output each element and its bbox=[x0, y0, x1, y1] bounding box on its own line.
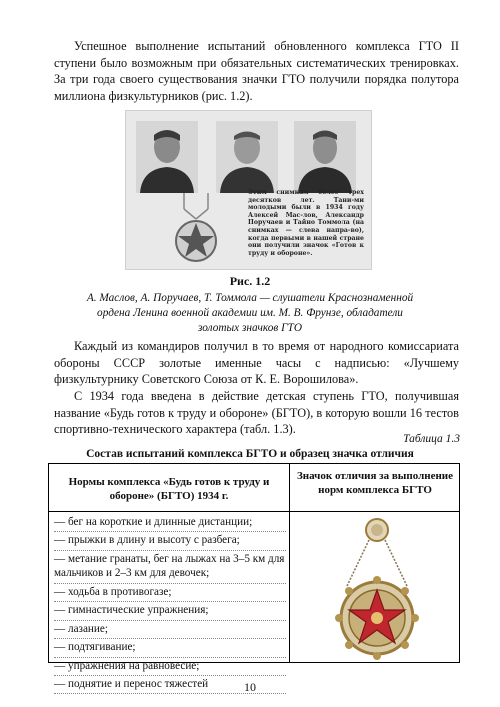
portrait-maslov bbox=[136, 121, 198, 193]
norm-item: — гимнастические упражнения; bbox=[54, 603, 286, 620]
table-header-norms: Нормы комплекса «Будь готов к труду и обороне» (БГТО) 1934 г. bbox=[68, 476, 270, 502]
paragraph-intro: Успешное выполнение испытаний обновленного комплекса ГТО II ступени было возможным при обязательных систематических тренировках. За три года своего существования значки ГТО получили порядка полутора миллиона физкультурников (рис. 1.2). bbox=[54, 39, 459, 103]
portrait-tommola bbox=[294, 121, 356, 193]
norm-item: — ходьба в противогазе; bbox=[54, 585, 286, 602]
norm-item: — прыжки в длину и высоту с разбега; bbox=[54, 533, 286, 550]
paragraph-commanders: Каждый из командиров получил в то время от народного комиссариата обороны СССР золотые именные часы с надписью: «Лучшему физкультурнику Советского Союза от К. Е. Ворошилова». bbox=[54, 339, 459, 386]
norm-item: — метание гранаты, бег на лыжах на 3–5 км для мальчиков и 2–3 км для девочек; bbox=[54, 552, 286, 584]
norm-item: — бег на короткие и длинные дистанции; bbox=[54, 515, 286, 532]
norm-item: — лазание; bbox=[54, 622, 286, 639]
norm-item: — подтягивание; bbox=[54, 640, 286, 657]
paragraph-bgto: С 1934 года введена в действие детская ступень ГТО, получившая название «Будь готов к труду и обороне» (БГТО), в которую вошли 16 тестов спортивно-технического характера (табл. 1.3). bbox=[54, 389, 459, 436]
page-number: 10 bbox=[244, 680, 256, 694]
norm-item: — поднятие и перенос тяжестей bbox=[54, 677, 286, 694]
photo-caption: Этим снимкам более трех десятков лет. Тани-ми молодыми были в 1934 году Алексей Мас-лов, Александр Поручаев и Тайно Томмола (на снимках — слева напра-во), когда первыми в нашей стране они получили значок «Готов к труду и обороне». bbox=[248, 189, 364, 257]
norms-list bbox=[54, 515, 286, 696]
figure-title: Рис. 1.2 bbox=[229, 274, 271, 288]
table-header-badge: Значок отличия за выполнение норм комплекса БГТО bbox=[296, 470, 454, 496]
figure-caption: А. Маслов, А. Поручаев, Т. Томмола — слушатели Краснознаменной ордена Ленина военной академии им. М. В. Фрунзе, обладатели золотых значков ГТО bbox=[86, 292, 414, 334]
gto-badge-icon bbox=[156, 191, 236, 265]
portrait-poruchaev bbox=[216, 121, 278, 193]
table-divider-vertical bbox=[289, 464, 290, 662]
norm-item: — упражнения на равновесие; bbox=[54, 659, 286, 676]
bgto-badge-icon bbox=[317, 516, 437, 661]
figure-photo bbox=[125, 110, 372, 270]
table-label: Таблица 1.3 bbox=[403, 433, 460, 445]
table-title: Состав испытаний комплекса БГТО и образец значка отличия bbox=[86, 448, 414, 460]
table-divider-horizontal bbox=[49, 511, 459, 512]
